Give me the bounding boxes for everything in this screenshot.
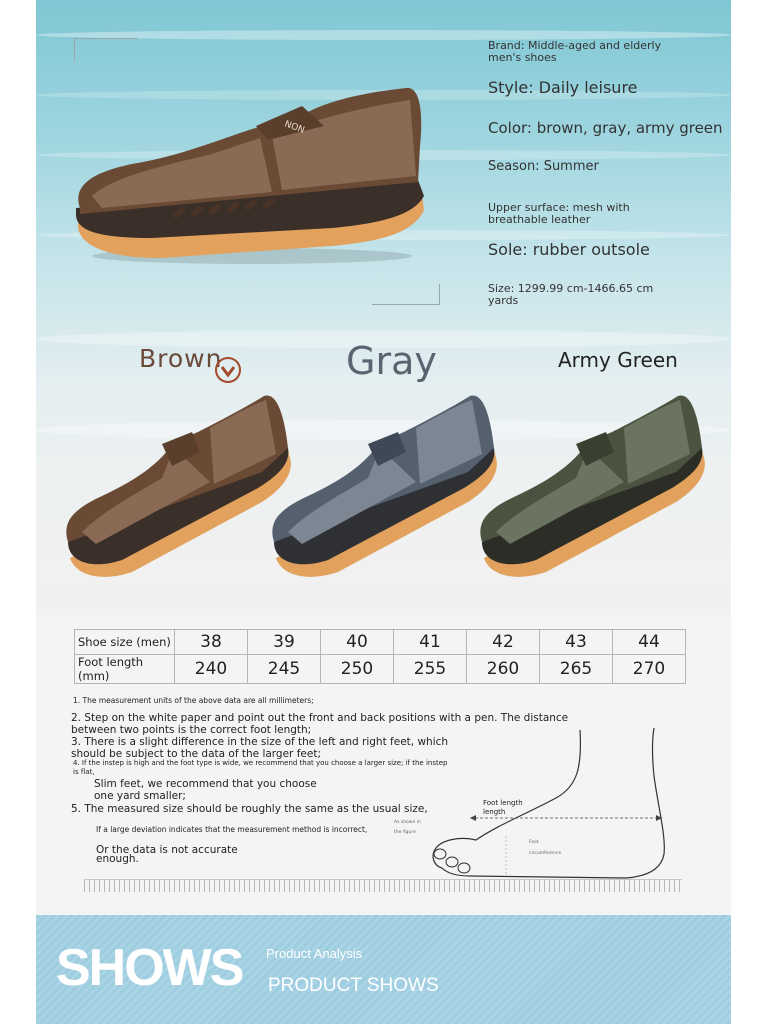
size-cell: 43 xyxy=(540,630,613,655)
circumference-label-2: circumference xyxy=(529,851,562,856)
length-cell: 245 xyxy=(248,655,321,684)
figure-note-2: the figure xyxy=(394,830,416,835)
length-cell: 255 xyxy=(394,655,467,684)
spec-brand: Brand: Middle-aged and elderly men's shoes xyxy=(488,39,662,64)
note-6: If a large deviation indicates that the measurement method is incorrect, xyxy=(96,825,368,834)
product-shows-label: PRODUCT SHOWS xyxy=(268,975,439,996)
army-green-shoe-image[interactable] xyxy=(476,392,706,582)
spec-color: Color: brown, gray, army green xyxy=(488,119,723,137)
figure-note: As shown in xyxy=(394,820,421,825)
note-4b: is flat, xyxy=(73,768,95,776)
length-cell: 270 xyxy=(613,655,686,684)
note-7a: Or the data is not accurate xyxy=(96,844,238,856)
table-row xyxy=(75,630,686,655)
spec-style: Style: Daily leisure xyxy=(488,78,638,97)
row-header: Foot length (mm) xyxy=(75,655,175,684)
row-header: Shoe size (men) xyxy=(75,630,175,655)
product-analysis-label: Product Analysis xyxy=(266,946,363,961)
note-7b: enough. xyxy=(96,853,139,865)
selected-check-icon[interactable] xyxy=(215,357,241,383)
length-cell: 240 xyxy=(175,655,248,684)
note-3a: 3. There is a slight difference in the size of the left and right feet, which xyxy=(71,736,449,748)
spec-size: Size: 1299.99 cm-1466.65 cm yards xyxy=(488,282,654,307)
corner-line xyxy=(439,284,440,305)
color-label-army-green: Army Green xyxy=(558,348,678,372)
color-label-brown: Brown xyxy=(139,344,223,373)
brown-shoe-image[interactable] xyxy=(62,392,292,582)
size-cell: 38 xyxy=(175,630,248,655)
length-cell: 260 xyxy=(467,655,540,684)
foot-length-label: Foot length xyxy=(483,799,523,807)
main-shoe-image xyxy=(72,86,432,268)
spec-season: Season: Summer xyxy=(488,159,599,174)
length-cell: 265 xyxy=(540,655,613,684)
size-cell: 41 xyxy=(394,630,467,655)
foot-diagram xyxy=(426,726,676,886)
note-3b: should be subject to the data of the larger feet; xyxy=(71,748,321,760)
size-cell: 40 xyxy=(321,630,394,655)
size-cell: 44 xyxy=(613,630,686,655)
corner-line xyxy=(74,38,138,39)
product-detail-page xyxy=(36,0,731,1024)
gray-shoe-image[interactable] xyxy=(268,392,498,582)
note-4a: 4. If the instep is high and the foot type is wide, we recommend that you choose a larger size; if the instep xyxy=(73,759,448,767)
spec-sole: Sole: rubber outsole xyxy=(488,240,650,259)
corner-line xyxy=(74,38,75,62)
ruler xyxy=(84,879,682,892)
foot-length-label-2: length xyxy=(483,808,506,816)
shows-title: SHOWS xyxy=(56,939,243,997)
table-row xyxy=(75,655,686,684)
note-4c: Slim feet, we recommend that you choose xyxy=(94,778,317,790)
size-cell: 39 xyxy=(248,630,321,655)
circumference-label: Foot xyxy=(529,840,539,845)
length-cell: 250 xyxy=(321,655,394,684)
note-1: 1. The measurement units of the above data are all millimeters; xyxy=(73,696,314,705)
svg-text:NON: NON xyxy=(282,119,306,136)
color-label-gray: Gray xyxy=(346,339,437,383)
note-2b: between two points is the correct foot length; xyxy=(71,724,312,736)
note-4d: one yard smaller; xyxy=(94,790,186,802)
size-cell: 42 xyxy=(467,630,540,655)
note-5: 5. The measured size should be roughly the same as the usual size, xyxy=(71,803,428,815)
size-table xyxy=(74,629,686,684)
corner-line xyxy=(372,304,440,305)
spec-upper: Upper surface: mesh with breathable leather xyxy=(488,201,630,226)
note-2a: 2. Step on the white paper and point out the front and back positions with a pen. The distance xyxy=(71,712,569,724)
